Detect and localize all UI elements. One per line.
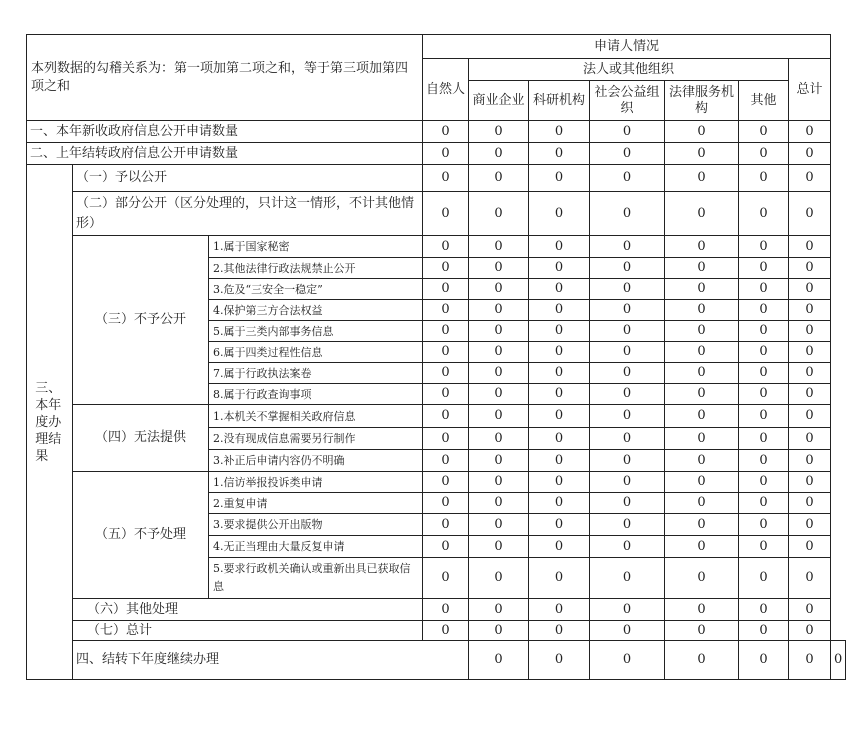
value-cell: 0 [469, 428, 529, 450]
value-cell: 0 [665, 342, 739, 363]
group-disclosed: （一）予以公开 [73, 165, 423, 192]
value-cell: 0 [789, 621, 831, 641]
value-cell: 0 [665, 450, 739, 472]
sub-item-label: 1.信访举报投诉类申请 [209, 472, 423, 493]
value-cell: 0 [469, 450, 529, 472]
value-cell: 0 [789, 192, 831, 236]
value-cell: 0 [423, 493, 469, 514]
row-label-carried-over: 二、上年结转政府信息公开申请数量 [27, 143, 423, 165]
value-cell: 0 [665, 236, 739, 258]
sub-item-label: 3.危及“三安全一稳定” [209, 279, 423, 300]
sub-item-label: 4.无正当理由大量反复申请 [209, 536, 423, 558]
value-cell: 0 [529, 121, 590, 143]
group-other-handling: （六）其他处理 [73, 599, 423, 621]
value-cell: 0 [590, 472, 665, 493]
value-cell: 0 [423, 192, 469, 236]
value-cell: 0 [423, 621, 469, 641]
value-cell: 0 [423, 536, 469, 558]
value-cell: 0 [590, 321, 665, 342]
value-cell: 0 [739, 300, 789, 321]
sub-item-label: 7.属于行政执法案卷 [209, 363, 423, 384]
value-cell: 0 [590, 558, 665, 599]
value-cell: 0 [789, 472, 831, 493]
value-cell: 0 [739, 192, 789, 236]
value-cell: 0 [529, 621, 590, 641]
value-cell: 0 [789, 363, 831, 384]
value-cell: 0 [739, 405, 789, 428]
value-cell: 0 [590, 621, 665, 641]
value-cell: 0 [665, 143, 739, 165]
value-cell: 0 [665, 165, 739, 192]
value-cell: 0 [423, 405, 469, 428]
value-cell: 0 [423, 165, 469, 192]
value-cell: 0 [665, 621, 739, 641]
value-cell: 0 [665, 493, 739, 514]
value-cell: 0 [529, 342, 590, 363]
value-cell: 0 [469, 621, 529, 641]
value-cell: 0 [665, 472, 739, 493]
value-cell: 0 [529, 165, 590, 192]
value-cell: 0 [665, 279, 739, 300]
value-cell: 0 [665, 558, 739, 599]
sub-item-label: 4.保护第三方合法权益 [209, 300, 423, 321]
value-cell: 0 [423, 143, 469, 165]
value-cell: 0 [590, 384, 665, 405]
value-cell: 0 [739, 641, 789, 680]
value-cell: 0 [469, 514, 529, 536]
group-total: （七）总计 [73, 621, 423, 641]
value-cell: 0 [529, 514, 590, 536]
value-cell: 0 [423, 258, 469, 279]
value-cell: 0 [831, 641, 846, 680]
value-cell: 0 [665, 121, 739, 143]
value-cell: 0 [739, 121, 789, 143]
disclosure-stats-table [26, 34, 846, 680]
value-cell: 0 [590, 121, 665, 143]
value-cell: 0 [529, 641, 590, 680]
value-cell: 0 [739, 493, 789, 514]
value-cell: 0 [529, 321, 590, 342]
value-cell: 0 [739, 143, 789, 165]
value-cell: 0 [789, 279, 831, 300]
value-cell: 0 [739, 428, 789, 450]
group-unable-to-provide: （四）无法提供 [73, 405, 209, 472]
value-cell: 0 [423, 363, 469, 384]
header-other: 其他 [739, 81, 789, 121]
value-cell: 0 [590, 300, 665, 321]
header-natural-person: 自然人 [423, 59, 469, 121]
value-cell: 0 [665, 384, 739, 405]
value-cell: 0 [739, 514, 789, 536]
value-cell: 0 [529, 405, 590, 428]
value-cell: 0 [739, 558, 789, 599]
sub-item-label: 1.本机关不掌握相关政府信息 [209, 405, 423, 428]
value-cell: 0 [469, 641, 529, 680]
value-cell: 0 [789, 493, 831, 514]
value-cell: 0 [469, 342, 529, 363]
value-cell: 0 [789, 558, 831, 599]
value-cell: 0 [789, 641, 831, 680]
value-cell: 0 [590, 599, 665, 621]
header-social: 社会公益组织 [590, 81, 665, 121]
group-not-disclosed: （三）不予公开 [73, 236, 209, 405]
value-cell: 0 [739, 472, 789, 493]
value-cell: 0 [590, 279, 665, 300]
value-cell: 0 [789, 121, 831, 143]
value-cell: 0 [590, 641, 665, 680]
value-cell: 0 [665, 192, 739, 236]
value-cell: 0 [423, 558, 469, 599]
value-cell: 0 [469, 384, 529, 405]
value-cell: 0 [423, 450, 469, 472]
value-cell: 0 [469, 279, 529, 300]
value-cell: 0 [739, 536, 789, 558]
row-label-new-applications: 一、本年新收政府信息公开申请数量 [27, 121, 423, 143]
value-cell: 0 [423, 472, 469, 493]
value-cell: 0 [529, 279, 590, 300]
value-cell: 0 [423, 384, 469, 405]
value-cell: 0 [665, 363, 739, 384]
value-cell: 0 [789, 300, 831, 321]
value-cell: 0 [423, 121, 469, 143]
sub-item-label: 1.属于国家秘密 [209, 236, 423, 258]
value-cell: 0 [590, 536, 665, 558]
value-cell: 0 [739, 279, 789, 300]
header-applicant-situation: 申请人情况 [423, 35, 831, 59]
value-cell: 0 [469, 558, 529, 599]
value-cell: 0 [529, 599, 590, 621]
value-cell: 0 [423, 279, 469, 300]
value-cell: 0 [423, 321, 469, 342]
value-cell: 0 [665, 536, 739, 558]
sub-item-label: 5.属于三类内部事务信息 [209, 321, 423, 342]
sub-item-label: 2.重复申请 [209, 493, 423, 514]
group-not-processed: （五）不予处理 [73, 472, 209, 599]
value-cell: 0 [590, 236, 665, 258]
value-cell: 0 [590, 493, 665, 514]
value-cell: 0 [469, 599, 529, 621]
value-cell: 0 [590, 363, 665, 384]
value-cell: 0 [789, 321, 831, 342]
value-cell: 0 [529, 450, 590, 472]
value-cell: 0 [469, 300, 529, 321]
value-cell: 0 [469, 236, 529, 258]
value-cell: 0 [529, 558, 590, 599]
header-business: 商业企业 [469, 81, 529, 121]
value-cell: 0 [789, 514, 831, 536]
value-cell: 0 [529, 493, 590, 514]
value-cell: 0 [469, 363, 529, 384]
value-cell: 0 [529, 143, 590, 165]
value-cell: 0 [665, 428, 739, 450]
header-research: 科研机构 [529, 81, 590, 121]
value-cell: 0 [739, 450, 789, 472]
value-cell: 0 [469, 165, 529, 192]
value-cell: 0 [423, 428, 469, 450]
value-cell: 0 [529, 192, 590, 236]
value-cell: 0 [739, 258, 789, 279]
sub-item-label: 8.属于行政查询事项 [209, 384, 423, 405]
header-legal-service: 法律服务机构 [665, 81, 739, 121]
value-cell: 0 [739, 342, 789, 363]
sub-item-label: 6.属于四类过程性信息 [209, 342, 423, 363]
value-cell: 0 [590, 405, 665, 428]
value-cell: 0 [665, 258, 739, 279]
sub-item-label: 2.没有现成信息需要另行制作 [209, 428, 423, 450]
value-cell: 0 [529, 472, 590, 493]
value-cell: 0 [529, 300, 590, 321]
value-cell: 0 [665, 405, 739, 428]
value-cell: 0 [789, 450, 831, 472]
value-cell: 0 [739, 599, 789, 621]
value-cell: 0 [665, 321, 739, 342]
value-cell: 0 [590, 428, 665, 450]
value-cell: 0 [789, 143, 831, 165]
value-cell: 0 [789, 536, 831, 558]
value-cell: 0 [469, 405, 529, 428]
group-partially-disclosed: （二）部分公开（区分处理的，只计这一情形，不计其他情形） [73, 192, 423, 236]
header-description: 本列数据的勾稽关系为：第一项加第二项之和，等于第三项加第四项之和 [27, 35, 423, 121]
value-cell: 0 [423, 599, 469, 621]
value-cell: 0 [789, 342, 831, 363]
row-label-carry-forward: 四、结转下年度继续办理 [73, 641, 469, 680]
value-cell: 0 [789, 599, 831, 621]
value-cell: 0 [529, 428, 590, 450]
value-cell: 0 [789, 405, 831, 428]
value-cell: 0 [590, 165, 665, 192]
value-cell: 0 [529, 236, 590, 258]
value-cell: 0 [529, 258, 590, 279]
value-cell: 0 [739, 236, 789, 258]
value-cell: 0 [590, 514, 665, 536]
value-cell: 0 [529, 363, 590, 384]
value-cell: 0 [590, 342, 665, 363]
header-legal-or-other: 法人或其他组织 [469, 59, 789, 81]
value-cell: 0 [469, 258, 529, 279]
sub-item-label: 3.补正后申请内容仍不明确 [209, 450, 423, 472]
sub-item-label: 3.要求提供公开出版物 [209, 514, 423, 536]
sub-item-label: 5.要求行政机关确认或重新出具已获取信息 [209, 558, 423, 599]
value-cell: 0 [423, 300, 469, 321]
value-cell: 0 [789, 428, 831, 450]
value-cell: 0 [789, 165, 831, 192]
value-cell: 0 [739, 363, 789, 384]
value-cell: 0 [423, 236, 469, 258]
header-total: 总计 [789, 59, 831, 121]
value-cell: 0 [529, 384, 590, 405]
value-cell: 0 [590, 192, 665, 236]
value-cell: 0 [469, 472, 529, 493]
value-cell: 0 [789, 236, 831, 258]
value-cell: 0 [789, 258, 831, 279]
value-cell: 0 [789, 384, 831, 405]
value-cell: 0 [590, 143, 665, 165]
value-cell: 0 [423, 342, 469, 363]
value-cell: 0 [469, 321, 529, 342]
sub-item-label: 2.其他法律行政法规禁止公开 [209, 258, 423, 279]
value-cell: 0 [590, 450, 665, 472]
value-cell: 0 [739, 621, 789, 641]
value-cell: 0 [423, 514, 469, 536]
value-cell: 0 [590, 258, 665, 279]
value-cell: 0 [739, 384, 789, 405]
value-cell: 0 [739, 165, 789, 192]
value-cell: 0 [469, 143, 529, 165]
value-cell: 0 [665, 300, 739, 321]
value-cell: 0 [739, 321, 789, 342]
value-cell: 0 [469, 536, 529, 558]
value-cell: 0 [469, 192, 529, 236]
value-cell: 0 [665, 599, 739, 621]
value-cell: 0 [469, 121, 529, 143]
value-cell: 0 [665, 641, 739, 680]
value-cell: 0 [469, 493, 529, 514]
value-cell: 0 [665, 514, 739, 536]
section-3-label: 三、本年度办理结果 [27, 165, 73, 680]
value-cell: 0 [529, 536, 590, 558]
